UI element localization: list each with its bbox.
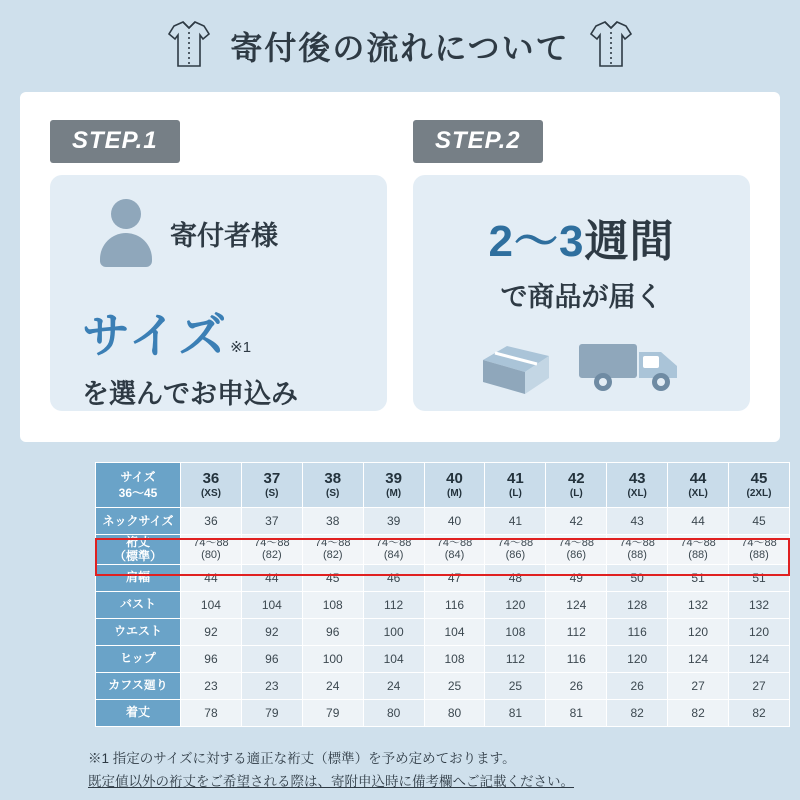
column-header: 38 (S) <box>302 463 363 508</box>
cell: 116 <box>546 645 607 672</box>
arrive-text: で商品が届く <box>500 282 663 312</box>
cell: 74〜88 (82) <box>241 535 302 565</box>
cell: 108 <box>302 591 363 618</box>
footnote <box>88 748 788 794</box>
cell: 80 <box>424 699 485 726</box>
person-icon <box>100 199 152 267</box>
cell: 81 <box>485 699 546 726</box>
column-header: 39 (M) <box>363 463 424 508</box>
step-2-badge: STEP.2 <box>413 120 543 163</box>
cell: 104 <box>424 618 485 645</box>
cell: 41 <box>485 508 546 535</box>
cell: 104 <box>363 645 424 672</box>
step-1 <box>50 120 387 411</box>
column-header: 44 (XL) <box>668 463 729 508</box>
cell: 74〜88 (84) <box>424 535 485 565</box>
cell: 104 <box>241 591 302 618</box>
table-row <box>96 591 790 618</box>
cell: 74〜88 (86) <box>546 535 607 565</box>
step-2 <box>413 120 750 411</box>
cell: 26 <box>546 672 607 699</box>
cell: 39 <box>363 508 424 535</box>
shirt-icon <box>166 18 212 75</box>
step-2-body <box>413 175 750 411</box>
cell: 128 <box>607 591 668 618</box>
cell: 79 <box>302 699 363 726</box>
cell: 92 <box>181 618 242 645</box>
table-row <box>96 672 790 699</box>
column-header: 40 (M) <box>424 463 485 508</box>
cell: 120 <box>607 645 668 672</box>
cell: 80 <box>363 699 424 726</box>
cell: 112 <box>546 618 607 645</box>
cell: 50 <box>607 564 668 591</box>
cell: 45 <box>302 564 363 591</box>
cell: 74〜88 (88) <box>668 535 729 565</box>
cell: 100 <box>363 618 424 645</box>
cell: 120 <box>485 591 546 618</box>
cell: 74〜88 (84) <box>363 535 424 565</box>
cell: 82 <box>668 699 729 726</box>
cell: 45 <box>729 508 790 535</box>
cell: 40 <box>424 508 485 535</box>
steps-row <box>20 92 780 411</box>
cell: 74〜88 (82) <box>302 535 363 565</box>
cell: 38 <box>302 508 363 535</box>
table-row <box>96 645 790 672</box>
cell: 47 <box>424 564 485 591</box>
cell: 42 <box>546 508 607 535</box>
donor-row <box>100 199 367 267</box>
cell: 116 <box>607 618 668 645</box>
cell: 23 <box>181 672 242 699</box>
cell: 112 <box>485 645 546 672</box>
shirt-icon <box>588 18 634 75</box>
page-title: 寄付後の流れについて <box>230 30 570 66</box>
row-label-line-1: 裄丈 <box>125 535 150 549</box>
corner-line-2: 36〜45 <box>118 486 158 500</box>
table-corner-header <box>96 463 181 508</box>
cell: 36 <box>181 508 242 535</box>
corner-line-1: サイズ <box>120 469 156 484</box>
row-label: ウエスト <box>96 618 181 645</box>
weeks-number: 2〜3 <box>488 217 585 266</box>
row-label: ヒップ <box>96 645 181 672</box>
weeks-unit: 週間 <box>584 217 675 266</box>
cell: 44 <box>181 564 242 591</box>
row-label-line-2: （標準） <box>113 549 162 564</box>
cell: 46 <box>363 564 424 591</box>
column-header: 36 (XS) <box>181 463 242 508</box>
cell: 25 <box>485 672 546 699</box>
donor-label: 寄付者様 <box>170 220 278 251</box>
page-header <box>0 0 800 92</box>
cell: 96 <box>302 618 363 645</box>
cell: 120 <box>729 618 790 645</box>
cell: 132 <box>729 591 790 618</box>
cell: 48 <box>485 564 546 591</box>
weeks-line <box>433 205 730 269</box>
cell: 24 <box>302 672 363 699</box>
cell: 82 <box>729 699 790 726</box>
size-subtext: を選んでお申込み <box>82 379 298 409</box>
cell: 74〜88 (80) <box>181 535 242 565</box>
column-header: 37 (S) <box>241 463 302 508</box>
cell: 108 <box>424 645 485 672</box>
cell: 44 <box>241 564 302 591</box>
step-1-body <box>50 175 387 411</box>
size-table-wrapper <box>95 462 800 727</box>
cell: 27 <box>668 672 729 699</box>
cell: 82 <box>607 699 668 726</box>
cell: 79 <box>241 699 302 726</box>
cell: 124 <box>729 645 790 672</box>
cell: 74〜88 (86) <box>485 535 546 565</box>
column-header: 42 (L) <box>546 463 607 508</box>
cell: 104 <box>181 591 242 618</box>
column-header: 45 (2XL) <box>729 463 790 508</box>
footnote-line-2: 既定値以外の裄丈をご希望される際は、寄附申込時に備考欄へご記載ください。 <box>88 773 574 789</box>
table-row <box>96 618 790 645</box>
cell: 24 <box>363 672 424 699</box>
row-label-sleeve <box>96 535 181 565</box>
cell: 96 <box>241 645 302 672</box>
row-label: ネックサイズ <box>96 508 181 535</box>
cell: 23 <box>241 672 302 699</box>
table-row <box>96 508 790 535</box>
delivery-icons <box>433 332 730 403</box>
cell: 108 <box>485 618 546 645</box>
cell: 78 <box>181 699 242 726</box>
cell: 116 <box>424 591 485 618</box>
table-row-highlighted <box>96 535 790 565</box>
cell: 81 <box>546 699 607 726</box>
cell: 51 <box>729 564 790 591</box>
column-header: 41 (L) <box>485 463 546 508</box>
cell: 92 <box>241 618 302 645</box>
column-header: 43 (XL) <box>607 463 668 508</box>
cell: 96 <box>181 645 242 672</box>
cell: 74〜88 (88) <box>607 535 668 565</box>
cell: 51 <box>668 564 729 591</box>
cell: 124 <box>668 645 729 672</box>
box-icon <box>477 338 555 403</box>
cell: 26 <box>607 672 668 699</box>
truck-icon <box>577 332 687 403</box>
row-label: 着丈 <box>96 699 181 726</box>
table-header-row <box>96 463 790 508</box>
cell: 43 <box>607 508 668 535</box>
footnote-line-1: ※1 指定のサイズに対する適正な裄丈（標準）を予め定めております。 <box>88 751 516 766</box>
cell: 120 <box>668 618 729 645</box>
cell: 100 <box>302 645 363 672</box>
steps-card <box>20 92 780 442</box>
cell: 37 <box>241 508 302 535</box>
cell: 132 <box>668 591 729 618</box>
size-footnote-marker: ※1 <box>230 339 252 356</box>
row-label: バスト <box>96 591 181 618</box>
size-emphasis: サイズ <box>82 310 229 363</box>
cell: 124 <box>546 591 607 618</box>
row-label: 肩幅 <box>96 564 181 591</box>
size-table <box>95 462 790 727</box>
size-row <box>82 297 367 366</box>
row-label: カフス廻り <box>96 672 181 699</box>
cell: 25 <box>424 672 485 699</box>
cell: 44 <box>668 508 729 535</box>
cell: 112 <box>363 591 424 618</box>
cell: 49 <box>546 564 607 591</box>
table-row <box>96 564 790 591</box>
cell: 74〜88 (88) <box>729 535 790 565</box>
table-row <box>96 699 790 726</box>
cell: 27 <box>729 672 790 699</box>
step-1-badge: STEP.1 <box>50 120 180 163</box>
